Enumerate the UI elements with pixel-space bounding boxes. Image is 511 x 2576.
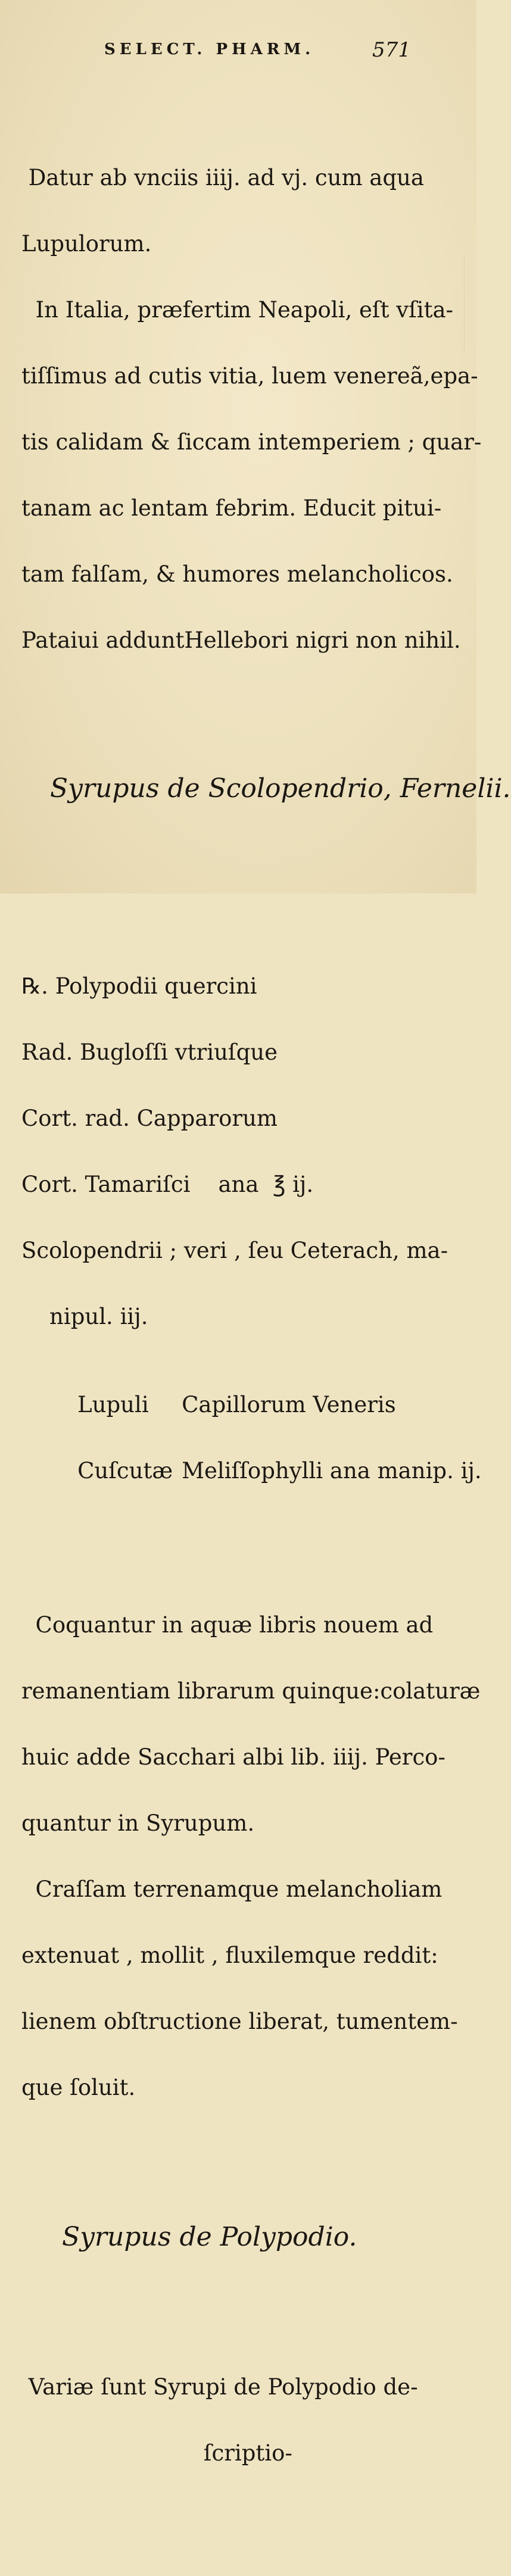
text-line: In Italia, præfertim Neapoli, eſt vſita- bbox=[21, 297, 454, 323]
text-line: remanentiam librarum quinque:colaturæ bbox=[21, 1678, 481, 1704]
text-line: tam falſam, & humores melancholicos. bbox=[21, 561, 453, 587]
text-line: extenuat , mollit , fluxilemque reddit: bbox=[21, 1943, 438, 1968]
ingredient-line bbox=[21, 1372, 403, 1417]
polypodio-paragraph bbox=[21, 2332, 418, 2508]
ingredient-line: Cort. rad. Capparorum bbox=[21, 1106, 278, 1131]
page-edge-bleed bbox=[464, 256, 476, 351]
text-line: Coquantur in aquæ libris nouem ad bbox=[21, 1612, 434, 1638]
text-line: lienem obſtructione liberat, tumentem- bbox=[21, 2009, 458, 2034]
text-line: Pataiui adduntHellebori nigri non nihil. bbox=[21, 627, 461, 653]
ingredient-right: Capillorum Veneris bbox=[182, 1392, 396, 1417]
text-line: huic adde Sacchari albi lib. iiij. Perco- bbox=[21, 1744, 445, 1770]
ingredient-line bbox=[21, 1438, 482, 1484]
text-line: Craſſam terrenamque melancholiam bbox=[21, 1876, 443, 1902]
section-heading-polypodio: Syrupus de Polypodio. bbox=[62, 2222, 357, 2252]
text-line: que ſoluit. bbox=[21, 2075, 136, 2100]
ingredient-line: Cort. Tamariſci ana ℥ ij. bbox=[21, 1172, 314, 1197]
spacer bbox=[21, 860, 403, 865]
running-head: SELECT. PHARM. bbox=[104, 40, 315, 58]
ingredient-left: Cuſcutæ bbox=[77, 1458, 173, 1484]
directions-paragraph bbox=[21, 1570, 481, 2143]
ingredient-left: Lupuli bbox=[77, 1392, 149, 1417]
ingredient-line: nipul. iij. bbox=[21, 1304, 148, 1329]
ingredient-line: Scolopendrii ; veri , ſeu Ceterach, ma- bbox=[21, 1238, 448, 1263]
section-heading-scolopendrio: Syrupus de Scolopendrio, Fernelii. bbox=[50, 773, 511, 804]
text-line: ſcriptio- bbox=[21, 2440, 292, 2466]
ingredient-right: Meliſſophylli ana manip. ij. bbox=[182, 1458, 482, 1484]
text-line: tanam ac lentam febrim. Educit pitui- bbox=[21, 495, 442, 521]
text-line: tis calidam & ſiccam intemperiem ; quar- bbox=[21, 429, 482, 455]
ingredient-line: Rad. Bugloſſi vtriuſque bbox=[21, 1039, 278, 1065]
text-line: Datur ab vnciis iiij. ad vj. cum aqua bbox=[21, 165, 424, 191]
text-line: quantur in Syrupum. bbox=[21, 1810, 255, 1836]
ingredient-list bbox=[21, 931, 482, 1504]
text-line: Lupulorum. bbox=[21, 231, 152, 257]
page-number: 571 bbox=[372, 38, 411, 62]
intro-paragraph bbox=[21, 123, 482, 695]
text-line: Variæ ſunt Syrupi de Polypodio de- bbox=[21, 2374, 418, 2400]
ingredient-line: ℞. Polypodii quercini bbox=[21, 973, 257, 999]
body-text bbox=[21, 57, 511, 2574]
text-line: tiſſimus ad cutis vitia, luem venereã,epa- bbox=[21, 363, 478, 389]
